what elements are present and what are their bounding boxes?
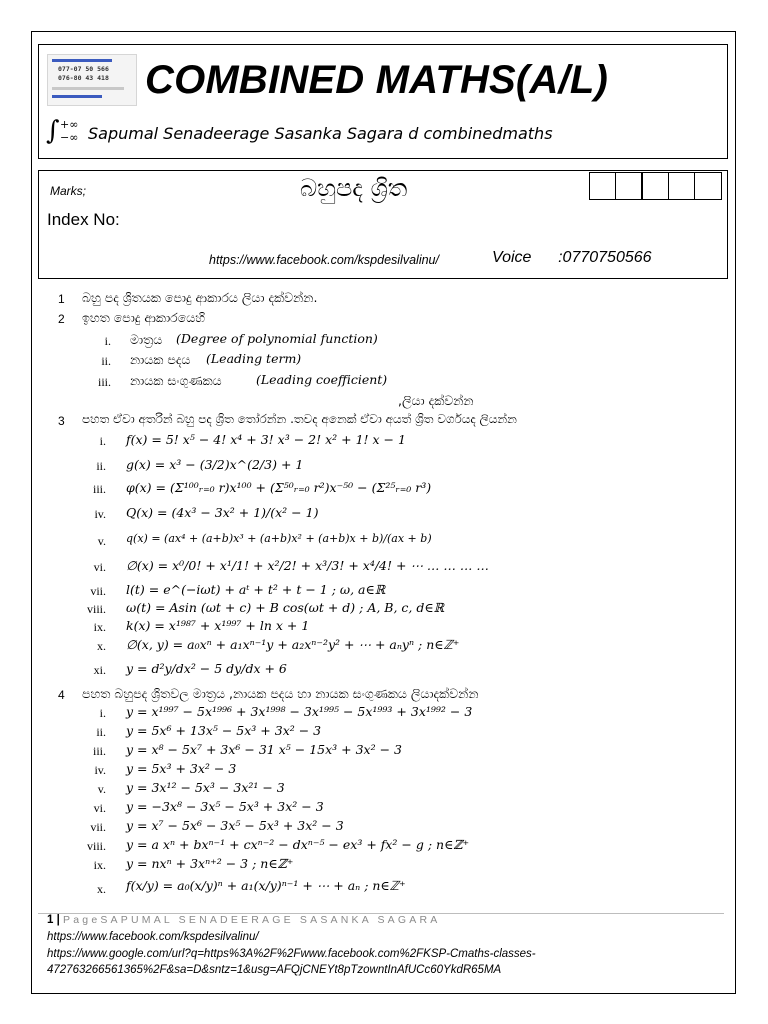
item-number: ix. — [93, 620, 106, 634]
integral-symbol: ∫ — [46, 116, 60, 146]
item-number: iii. — [92, 744, 106, 758]
question-number: 2 — [58, 312, 65, 326]
item-math: ∅(x, y) = a₀xⁿ + a₁xⁿ⁻¹y + a₂xⁿ⁻²y² + ⋯ + aₙyⁿ ; n∈ℤ⁺ — [126, 637, 460, 652]
thumb-bar — [52, 95, 102, 98]
item-number: v. — [97, 782, 106, 796]
item-number: vii. — [90, 820, 106, 834]
item-math: q(x) = (ax⁴ + (a+b)x³ + (a+b)x² + (a+b)x + b)/(ax + b) — [126, 532, 432, 545]
item-math: (Leading term) — [206, 351, 302, 366]
item-math: g(x) = x³ − (3/2)x^(2/3) + 1 — [126, 457, 304, 472]
marks-cell[interactable] — [668, 172, 696, 200]
item-number: vii. — [90, 584, 106, 598]
voice-contact: Voice :0770750566 — [492, 249, 652, 266]
question-text: පහත ඒවා අතරින් බහු පද ශ්‍රිත තෝරන්න .තවද අනෙක් ඒවා අයත් ශ්‍රිත වර්ගයද ලියන්න — [82, 412, 517, 426]
item-number: viii. — [86, 839, 106, 853]
item-math: k(x) = x¹⁹⁸⁷ + x¹⁹⁹⁷ + ln x + 1 — [126, 618, 310, 633]
question-text: පහත බහුපද ශ්‍රිතවල මාත්‍රය ,නායක පදය හා නායක සංගුණකය ලියාදක්වන්න — [82, 686, 479, 701]
item-math: y = 5x³ + 3x² − 3 — [126, 761, 237, 776]
item-number: ii. — [96, 459, 106, 473]
item-number: x. — [97, 639, 106, 653]
item-math: y = x⁷ − 5x⁶ − 3x⁵ − 5x³ + 3x² − 3 — [126, 818, 344, 833]
marks-cell[interactable] — [641, 172, 669, 200]
item-math: y = x¹⁹⁹⁷ − 5x¹⁹⁹⁶ + 3x¹⁹⁹⁸ − 3x¹⁹⁹⁵ − 5x¹⁹⁹³ + 3x¹⁹⁹² − 3 — [126, 704, 473, 719]
item-math: y = nxⁿ + 3xⁿ⁺² − 3 ; n∈ℤ⁺ — [126, 856, 294, 871]
item-math: φ(x) = (Σ¹⁰⁰ᵣ₌₀ r)x¹⁰⁰ + (Σ⁵⁰ᵣ₌₀ r²)x⁻⁵⁰ − (Σ²⁵ᵣ₌₀ r³) — [126, 480, 432, 495]
item-number: ix. — [93, 858, 106, 872]
item-math: (Degree of polynomial function) — [176, 331, 378, 346]
item-math: l(t) = e^(−iωt) + aᵗ + t² + t − 1 ; ω, a∈ℝ — [126, 582, 386, 597]
contact-thumbnail — [47, 54, 137, 106]
question-text: ඉහත පොදු ආකාරයෙහි — [82, 310, 206, 325]
item-number: xi. — [93, 663, 106, 677]
footer-page-label — [47, 914, 440, 926]
item-math: (Leading coefficient) — [256, 372, 388, 387]
item-label: නායක පදය — [130, 352, 191, 367]
page-number: 1 — [47, 914, 54, 926]
marks-cell[interactable] — [694, 172, 722, 200]
item-number: iii. — [97, 375, 111, 389]
item-label: මාත්‍රය — [130, 332, 163, 347]
item-number: vi. — [93, 560, 106, 574]
item-number: iv. — [94, 507, 106, 521]
item-math: y = 5x⁶ + 13x⁵ − 5x³ + 3x² − 3 — [126, 723, 322, 738]
item-math: y = d²y/dx² − 5 dy/dx + 6 — [126, 661, 287, 676]
item-math: f(x/y) = a₀(x/y)ⁿ + a₁(x/y)ⁿ⁻¹ + ⋯ + aₙ ; n∈ℤ⁺ — [126, 878, 406, 893]
item-number: i. — [99, 706, 106, 720]
page-separator: | — [56, 914, 60, 926]
item-number: vi. — [93, 801, 106, 815]
item-number: ii. — [96, 725, 106, 739]
topic-title: බහුපද ශ්‍රිත — [300, 174, 408, 202]
item-label: නායක සංගුණකය — [130, 373, 222, 388]
footer-google-link[interactable]: https://www.google.com/url?q=https%3A%2F%2Fwww.facebook.com%2FKSP-Cmaths-classes- — [47, 948, 536, 960]
question-text: බහු පද ශ්‍රිතයක පොදු ආකාරය ලියා දක්වන්න. — [82, 290, 318, 305]
index-label: Index No: — [47, 210, 120, 229]
integral-limits — [60, 118, 78, 144]
item-math: ω(t) = Asin (ωt + c) + B cos(ωt + d) ; A, B, c, d∈ℝ — [126, 600, 445, 615]
thumb-bar — [52, 59, 112, 62]
question-tail: ,ලියා දක්වන්න — [398, 393, 474, 408]
marks-label: Marks; — [50, 184, 86, 198]
item-number: ii. — [101, 354, 111, 368]
thumb-phone-1: 077-07 50 566 — [58, 65, 109, 73]
marks-cell[interactable] — [589, 172, 617, 200]
footer-facebook-link[interactable]: https://www.facebook.com/kspdesilvalinu/ — [47, 931, 259, 943]
marks-cell[interactable] — [615, 172, 643, 200]
footer-google-link-cont[interactable]: 472763266561365%2F&sa=D&sntz=1&usg=AFQjCNEYt8pTzowntInAfUCc60YkdR65MA — [47, 964, 502, 976]
author-line: Sapumal Senadeerage Sasanka Sagara d combinedmaths — [88, 124, 553, 143]
item-number: iv. — [94, 763, 106, 777]
thumb-phone-2: 076-80 43 418 — [58, 74, 109, 82]
item-number: viii. — [86, 602, 106, 616]
item-number: x. — [97, 882, 106, 896]
item-math: y = x⁸ − 5x⁷ + 3x⁶ − 31 x⁵ − 15x³ + 3x² − 3 — [126, 742, 402, 757]
item-math: y = 3x¹² − 5x³ − 3x²¹ − 3 — [126, 780, 285, 795]
question-number: 3 — [58, 414, 65, 428]
item-number: i. — [104, 334, 111, 348]
item-number: iii. — [92, 482, 106, 496]
item-math: f(x) = 5! x⁵ − 4! x⁴ + 3! x³ − 2! x² + 1! x − 1 — [126, 432, 406, 447]
integral-upper: +∞ — [60, 118, 79, 131]
item-number: v. — [97, 534, 106, 548]
item-math: y = −3x⁸ − 3x⁵ − 5x³ + 3x² − 3 — [126, 799, 324, 814]
item-math: Q(x) = (4x³ − 3x² + 1)/(x² − 1) — [126, 505, 319, 520]
item-number: i. — [99, 434, 106, 448]
integral-lower: −∞ — [60, 131, 79, 144]
marks-grid — [590, 172, 722, 200]
question-number: 4 — [58, 688, 65, 702]
question-number: 1 — [58, 292, 65, 306]
thumb-bar — [52, 87, 124, 90]
page-text: PageSAPUMAL SENADEERAGE SASANKA SAGARA — [63, 914, 441, 926]
document-title: COMBINED MATHS(A/L) — [145, 58, 608, 102]
item-math: y = a xⁿ + bxⁿ⁻¹ + cxⁿ⁻² − dxⁿ⁻⁵ − ex³ + fx² − g ; n∈ℤ⁺ — [126, 837, 470, 852]
item-math: ∅(x) = x⁰/0! + x¹/1! + x²/2! + x³/3! + x⁴/4! + ⋯ … … … … — [126, 558, 489, 573]
facebook-link[interactable]: https://www.facebook.com/kspdesilvalinu/ — [209, 253, 439, 267]
